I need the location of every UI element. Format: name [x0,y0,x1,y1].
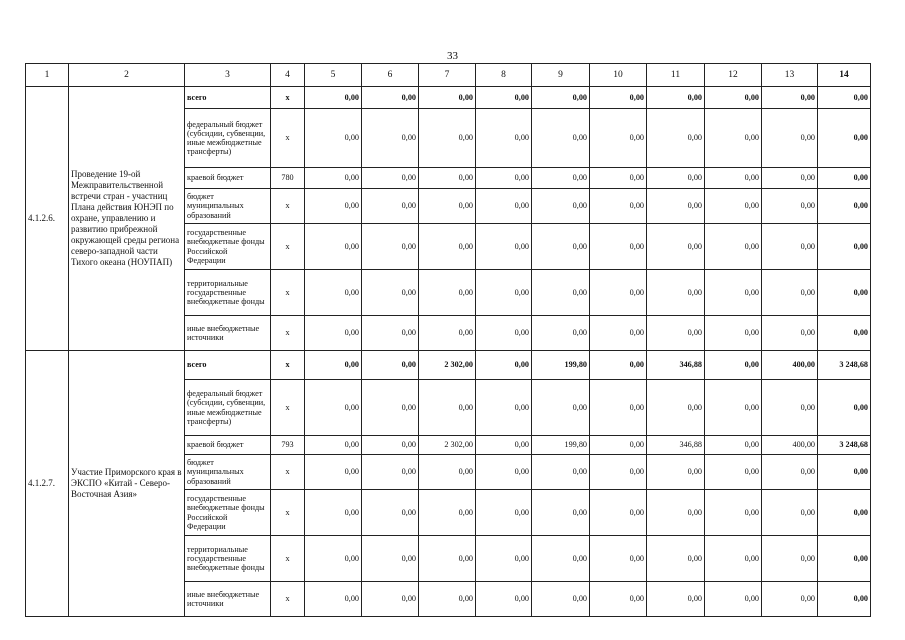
column-header: 14 [818,64,871,87]
amount-cell: 0,00 [590,224,647,270]
amount-cell: 0,00 [476,455,532,490]
amount-cell: 0,00 [762,224,818,270]
amount-cell: 0,00 [419,490,476,536]
amount-cell: 0,00 [705,582,762,617]
amount-cell: 0,00 [762,316,818,351]
amount-cell: 0,00 [362,189,419,224]
amount-cell: 0,00 [705,436,762,455]
funding-source: иные внебюджетные источники [185,316,271,351]
table-row [26,351,871,380]
amount-cell: 2 302,00 [419,351,476,380]
amount-cell: 0,00 [305,490,362,536]
amount-cell: 0,00 [476,189,532,224]
amount-cell: 0,00 [419,380,476,436]
amount-cell: 0,00 [705,168,762,189]
amount-cell: 0,00 [705,109,762,168]
table-body [26,64,871,617]
amount-cell: 0,00 [305,536,362,582]
amount-cell: 0,00 [705,455,762,490]
amount-cell: 0,00 [818,270,871,316]
column-header: 8 [476,64,532,87]
amount-cell: 0,00 [818,224,871,270]
budget-code: x [271,87,305,109]
amount-cell: 0,00 [762,582,818,617]
amount-cell: 0,00 [647,270,705,316]
amount-cell: 0,00 [362,224,419,270]
amount-cell: 0,00 [362,582,419,617]
item-code: 4.1.2.6. [26,87,69,351]
budget-code: 780 [271,168,305,189]
amount-cell: 0,00 [590,109,647,168]
amount-cell: 0,00 [647,582,705,617]
amount-cell: 0,00 [419,316,476,351]
amount-cell: 0,00 [305,582,362,617]
amount-cell: 3 248,68 [818,351,871,380]
amount-cell: 0,00 [818,536,871,582]
amount-cell: 0,00 [818,109,871,168]
amount-cell: 0,00 [476,582,532,617]
amount-cell: 0,00 [419,582,476,617]
amount-cell: 0,00 [305,109,362,168]
amount-cell: 0,00 [476,109,532,168]
amount-cell: 0,00 [362,536,419,582]
amount-cell: 0,00 [305,351,362,380]
amount-cell: 0,00 [476,536,532,582]
amount-cell: 0,00 [476,351,532,380]
amount-cell: 0,00 [532,380,590,436]
column-header: 7 [419,64,476,87]
amount-cell: 0,00 [532,270,590,316]
funding-source: федеральный бюджет (субсидии, субвенции, иные межбюджетные трансферты) [185,109,271,168]
amount-cell: 0,00 [762,109,818,168]
amount-cell: 0,00 [647,224,705,270]
budget-code: x [271,536,305,582]
header-row [26,64,871,87]
amount-cell: 0,00 [818,168,871,189]
amount-cell: 0,00 [590,351,647,380]
amount-cell: 0,00 [532,109,590,168]
budget-code: x [271,316,305,351]
column-header: 2 [69,64,185,87]
column-header: 11 [647,64,705,87]
amount-cell: 0,00 [705,351,762,380]
column-header: 5 [305,64,362,87]
amount-cell: 0,00 [476,168,532,189]
funding-source: государственные внебюджетные фонды Российской Федерации [185,490,271,536]
amount-cell: 0,00 [362,87,419,109]
amount-cell: 0,00 [532,316,590,351]
amount-cell: 0,00 [590,455,647,490]
item-name: Участие Приморского края в ЭКСПО «Китай - Северо-Восточная Азия» [69,351,185,617]
amount-cell: 0,00 [419,224,476,270]
funding-source: всего [185,351,271,380]
amount-cell: 0,00 [818,582,871,617]
budget-code: x [271,189,305,224]
amount-cell: 0,00 [762,270,818,316]
amount-cell: 0,00 [362,270,419,316]
amount-cell: 0,00 [590,380,647,436]
funding-source: федеральный бюджет (субсидии, субвенции, иные межбюджетные трансферты) [185,380,271,436]
funding-source: краевой бюджет [185,436,271,455]
budget-code: x [271,224,305,270]
amount-cell: 0,00 [362,380,419,436]
amount-cell: 0,00 [362,316,419,351]
funding-source: территориальные государственные внебюджетные фонды [185,270,271,316]
amount-cell: 0,00 [362,455,419,490]
amount-cell: 0,00 [476,316,532,351]
amount-cell: 0,00 [305,189,362,224]
funding-source: государственные внебюджетные фонды Российской Федерации [185,224,271,270]
amount-cell: 0,00 [818,455,871,490]
column-header: 4 [271,64,305,87]
budget-table [25,63,871,617]
funding-source: бюджет муниципальных образований [185,189,271,224]
column-header: 13 [762,64,818,87]
amount-cell: 0,00 [705,316,762,351]
amount-cell: 0,00 [532,87,590,109]
amount-cell: 0,00 [305,224,362,270]
amount-cell: 0,00 [762,189,818,224]
amount-cell: 400,00 [762,436,818,455]
amount-cell: 0,00 [305,316,362,351]
amount-cell: 0,00 [647,316,705,351]
amount-cell: 0,00 [305,168,362,189]
amount-cell: 0,00 [305,270,362,316]
column-header: 1 [26,64,69,87]
column-header: 9 [532,64,590,87]
amount-cell: 0,00 [590,87,647,109]
amount-cell: 0,00 [305,436,362,455]
budget-code: x [271,582,305,617]
amount-cell: 0,00 [762,490,818,536]
amount-cell: 0,00 [419,536,476,582]
amount-cell: 0,00 [532,536,590,582]
amount-cell: 0,00 [647,87,705,109]
amount-cell: 0,00 [762,380,818,436]
amount-cell: 0,00 [305,455,362,490]
amount-cell: 0,00 [476,436,532,455]
amount-cell: 0,00 [762,536,818,582]
item-code: 4.1.2.7. [26,351,69,617]
amount-cell: 0,00 [532,490,590,536]
amount-cell: 0,00 [419,455,476,490]
amount-cell: 0,00 [590,436,647,455]
amount-cell: 0,00 [647,455,705,490]
amount-cell: 0,00 [647,380,705,436]
amount-cell: 0,00 [419,109,476,168]
amount-cell: 0,00 [647,490,705,536]
table-row [26,87,871,109]
amount-cell: 0,00 [362,109,419,168]
budget-code: x [271,109,305,168]
column-header: 3 [185,64,271,87]
funding-source: иные внебюджетные источники [185,582,271,617]
amount-cell: 0,00 [305,87,362,109]
amount-cell: 0,00 [590,582,647,617]
amount-cell: 0,00 [647,189,705,224]
page-number: 33 [447,50,458,62]
amount-cell: 0,00 [362,490,419,536]
amount-cell: 0,00 [476,87,532,109]
amount-cell: 0,00 [590,270,647,316]
amount-cell: 0,00 [705,224,762,270]
column-header: 6 [362,64,419,87]
amount-cell: 199,80 [532,436,590,455]
amount-cell: 0,00 [705,490,762,536]
amount-cell: 0,00 [705,536,762,582]
amount-cell: 0,00 [532,582,590,617]
amount-cell: 346,88 [647,436,705,455]
amount-cell: 0,00 [532,189,590,224]
budget-code: x [271,380,305,436]
amount-cell: 0,00 [362,436,419,455]
budget-code: 793 [271,436,305,455]
amount-cell: 0,00 [305,380,362,436]
column-header: 10 [590,64,647,87]
amount-cell: 0,00 [419,189,476,224]
amount-cell: 0,00 [818,490,871,536]
amount-cell: 0,00 [705,189,762,224]
amount-cell: 0,00 [476,380,532,436]
amount-cell: 0,00 [476,270,532,316]
amount-cell: 2 302,00 [419,436,476,455]
amount-cell: 0,00 [705,270,762,316]
amount-cell: 0,00 [476,224,532,270]
amount-cell: 0,00 [818,189,871,224]
amount-cell: 0,00 [419,270,476,316]
funding-source: краевой бюджет [185,168,271,189]
amount-cell: 0,00 [590,168,647,189]
amount-cell: 0,00 [476,490,532,536]
amount-cell: 0,00 [419,87,476,109]
funding-source: бюджет муниципальных образований [185,455,271,490]
funding-source: всего [185,87,271,109]
amount-cell: 0,00 [590,189,647,224]
budget-code: x [271,351,305,380]
amount-cell: 0,00 [818,87,871,109]
amount-cell: 346,88 [647,351,705,380]
amount-cell: 0,00 [590,490,647,536]
column-header: 12 [705,64,762,87]
amount-cell: 199,80 [532,351,590,380]
amount-cell: 0,00 [419,168,476,189]
amount-cell: 0,00 [705,87,762,109]
amount-cell: 3 248,68 [818,436,871,455]
budget-code: x [271,490,305,536]
amount-cell: 0,00 [647,168,705,189]
amount-cell: 0,00 [647,536,705,582]
item-name: Проведение 19-ой Межправительственной встречи стран - участниц Плана действия ЮНЭП по охране, управлению и развитию прибрежной окружающей среды региона северо-западной части Тихого океана (НОУПАП) [69,87,185,351]
amount-cell: 400,00 [762,351,818,380]
amount-cell: 0,00 [762,87,818,109]
amount-cell: 0,00 [590,316,647,351]
amount-cell: 0,00 [532,168,590,189]
budget-code: x [271,455,305,490]
amount-cell: 0,00 [362,351,419,380]
amount-cell: 0,00 [590,536,647,582]
amount-cell: 0,00 [762,455,818,490]
funding-source: территориальные государственные внебюджетные фонды [185,536,271,582]
amount-cell: 0,00 [532,455,590,490]
amount-cell: 0,00 [818,316,871,351]
amount-cell: 0,00 [647,109,705,168]
amount-cell: 0,00 [762,168,818,189]
amount-cell: 0,00 [818,380,871,436]
amount-cell: 0,00 [532,224,590,270]
amount-cell: 0,00 [362,168,419,189]
amount-cell: 0,00 [705,380,762,436]
budget-code: x [271,270,305,316]
